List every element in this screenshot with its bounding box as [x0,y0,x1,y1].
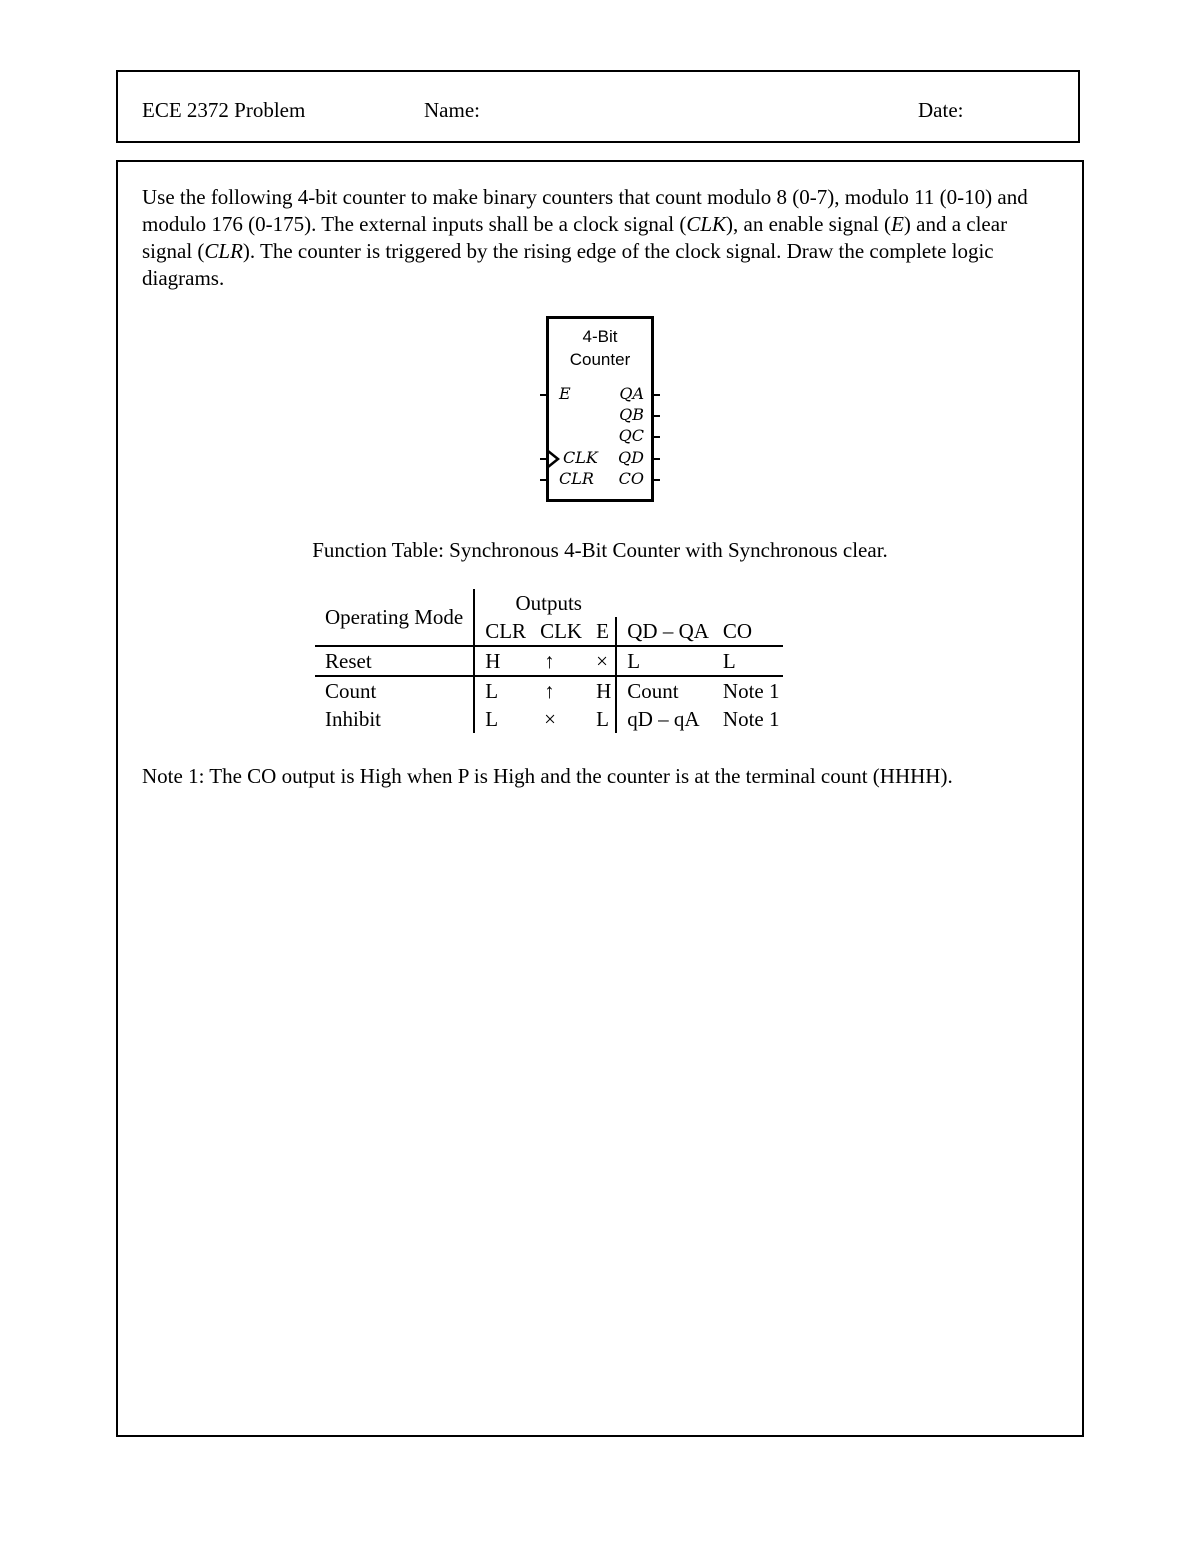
function-table [315,589,783,733]
co-pin-line [652,479,660,481]
problem-text-part: ), an enable signal ( [726,212,892,236]
qa-pin-line [652,394,660,396]
row-clk: × [544,707,556,731]
qd-pin-line [652,458,660,460]
pin-co: CO [618,469,644,488]
problem-clr-term: CLR [204,239,243,263]
note-1: Note 1: The CO output is High when P is High and the counter is at the terminal count (HHHH). [142,764,953,788]
problem-e-term: E [891,212,904,236]
pin-qb: QB [619,405,644,424]
row-q: L [616,646,713,676]
problem-statement [142,184,1052,292]
row-co: Note 1 [722,707,780,731]
pin-clr: CLR [559,469,594,488]
clk-pin-line [540,458,548,460]
pin-e: E [559,384,571,403]
course-title: ECE 2372 Problem [142,98,306,122]
pin-qc: QC [618,426,644,445]
problem-text-part: ) and a clear signal ( [142,212,1008,263]
table-header-row [315,589,783,617]
counter-diagram [538,316,662,508]
counter-title-line2: Counter [569,350,631,369]
clock-edge-icon [548,450,560,468]
e-pin-line [540,394,548,396]
problem-clk-term: CLK [686,212,727,236]
row-clr: L [474,676,530,705]
problem-text-part: ). The counter is triggered by the rising edge of the clock signal. Draw the complete logic diagrams. [142,239,994,290]
header-box [116,70,1080,143]
name-label: Name: [424,98,480,122]
row-mode: Count [315,676,474,705]
function-table-title: Function Table: Synchronous 4-Bit Counter with Synchronous clear. [312,538,888,562]
row-clk: ↑ [530,646,586,676]
row-co: Note 1 [713,676,784,705]
row-q: Count [616,676,713,705]
col-clk: CLK [540,619,583,643]
col-clr: CLR [474,617,530,646]
table-row [315,705,783,733]
clr-pin-line [540,479,548,481]
table-row [315,646,783,676]
pin-clk: CLK [563,448,598,467]
row-e: H [586,676,616,705]
row-mode: Inhibit [325,707,381,731]
row-mode: Reset [315,646,474,676]
problem-box [116,160,1084,1437]
mode-header: Operating Mode [325,605,464,629]
counter-block [546,316,654,502]
row-clr: H [474,646,530,676]
counter-title-line1: 4-Bit [582,327,618,346]
pin-qa: QA [619,384,644,403]
problem-text-part: Use the following 4-bit counter to make binary counters that count modulo 8 (0-7), modulo 11 (0-10) and modulo 176 (0-175). The external inputs shall be a clock signal ( [142,185,1028,236]
outputs-header: Outputs [474,589,616,617]
row-clr: L [474,705,530,733]
qc-pin-line [652,436,660,438]
row-e: L [596,707,609,731]
row-co: L [713,646,784,676]
row-q: qD – qA [616,705,713,733]
pin-qd: QD [618,448,644,467]
date-label: Date: [918,98,964,122]
qb-pin-line [652,415,660,417]
header-spacer [616,589,783,617]
col-q: QD – QA [616,617,713,646]
row-clk: ↑ [530,676,586,705]
col-e: E [596,619,609,643]
col-co: CO [722,619,753,643]
row-e: × [586,646,616,676]
table-row [315,676,783,705]
